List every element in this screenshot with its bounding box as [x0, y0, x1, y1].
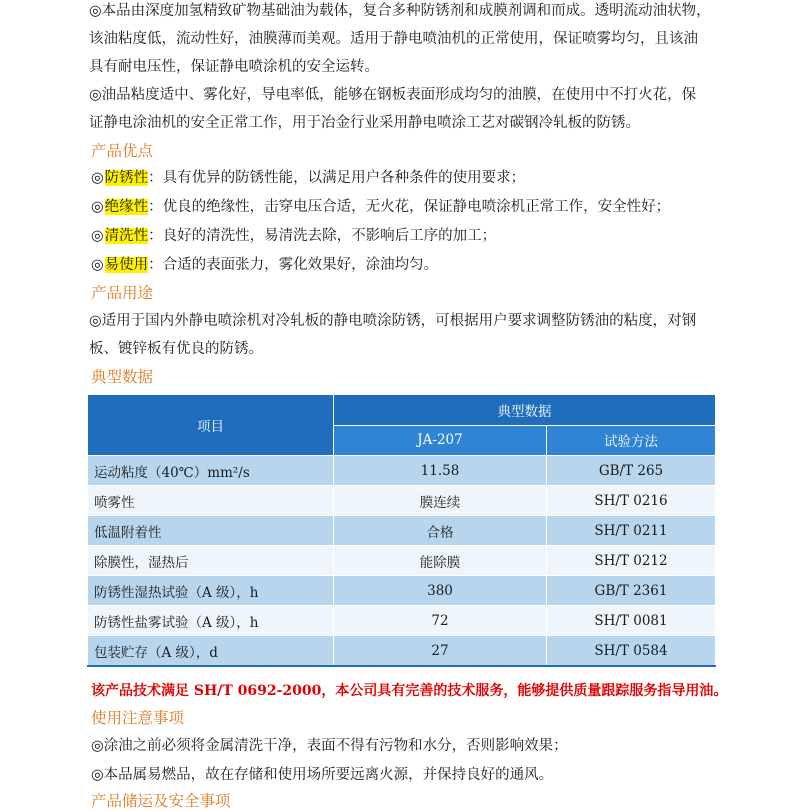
table-row	[88, 576, 716, 606]
header-group: 典型数据	[334, 395, 716, 426]
row-item: 喷雾性	[88, 486, 334, 516]
advantage-item	[91, 166, 525, 190]
bullet-mark: ◎	[91, 257, 104, 273]
advantage-text: ：合适的表面张力，雾化效果好，涂油均匀。	[148, 257, 439, 273]
caution-item: ◎本品属易燃品，故在存储和使用场所要远离火源，并保持良好的通风。	[91, 767, 554, 783]
advantage-term: 绝缘性	[104, 199, 149, 215]
advantage-item	[91, 195, 670, 219]
header-method: 试验方法	[547, 425, 716, 456]
advantage-term: 防锈性	[104, 170, 149, 186]
bullet-mark: ◎	[91, 199, 104, 215]
intro-line: 具有耐电压性，保证静电喷涂机的安全运转。	[89, 59, 379, 75]
advantage-term: 清洗性	[104, 228, 149, 244]
table-row	[88, 636, 716, 667]
row-method: SH/T 0211	[547, 516, 716, 546]
row-value: 11.58	[334, 456, 547, 486]
row-value: 380	[334, 576, 547, 606]
usage-heading: 产品用途	[91, 284, 154, 302]
row-item: 防锈性湿热试验（A 级），h	[88, 576, 334, 606]
table-header-row	[88, 395, 716, 426]
row-method: GB/T 2361	[547, 576, 716, 606]
row-value: 膜连续	[334, 486, 547, 516]
table-row	[88, 456, 716, 486]
table-row	[88, 546, 716, 576]
row-item: 防锈性盐雾试验（A 级），h	[88, 606, 334, 636]
usage-line: 板、镀锌板有优良的防锈。	[89, 341, 263, 357]
typical-data-heading: 典型数据	[91, 368, 154, 386]
intro-line: 该油粘度低，流动性好，油膜薄而美观。适用于静电喷油机的正常使用，保证喷雾均匀，且该油	[89, 31, 698, 47]
bullet-mark: ◎	[91, 170, 104, 186]
compliance-notice: 该产品技术满足 SH/T 0692-2000，本公司具有完善的技术服务，能够提供质量跟踪服务指导用油。	[91, 683, 728, 699]
advantages-heading: 产品优点	[91, 142, 154, 160]
advantage-text: ：良好的清洗性，易清洗去除，不影响后工序的加工；	[148, 228, 497, 244]
row-item: 除膜性，湿热后	[88, 546, 334, 576]
advantage-term: 易使用	[104, 257, 149, 273]
next-section-heading: 产品储运及安全事项	[91, 792, 231, 810]
header-item: 项目	[88, 395, 334, 456]
row-method: SH/T 0584	[547, 636, 716, 667]
row-item: 低温附着性	[88, 516, 334, 546]
row-value: 合格	[334, 516, 547, 546]
row-method: GB/T 265	[547, 456, 716, 486]
intro-paragraph-1	[89, 0, 729, 81]
row-value: 27	[334, 636, 547, 667]
typical-data-table	[87, 394, 716, 667]
usage-paragraph	[89, 307, 729, 363]
row-item: 运动粘度（40℃）mm²/s	[88, 456, 334, 486]
row-value: 能除膜	[334, 546, 547, 576]
row-item: 包装贮存（A 级），d	[88, 636, 334, 667]
row-method: SH/T 0212	[547, 546, 716, 576]
intro-paragraph-2	[89, 81, 729, 137]
advantage-text: ：具有优异的防锈性能，以满足用户各种条件的使用要求；	[148, 170, 526, 186]
advantage-text: ：优良的绝缘性，击穿电压合适，无火花，保证静电喷涂机正常工作，安全性好；	[148, 199, 671, 215]
row-method: SH/T 0216	[547, 486, 716, 516]
intro-line: 证静电涂油机的安全正常工作，用于冶金行业采用静电喷涂工艺对碳钢冷轧板的防锈。	[89, 115, 640, 131]
advantage-item	[91, 253, 438, 277]
table-row	[88, 606, 716, 636]
header-value: JA-207	[334, 425, 547, 456]
intro-line: ◎油品粘度适中、雾化好，导电率低，能够在钢板表面形成均匀的油膜，在使用中不打火花，保	[89, 87, 697, 103]
caution-item: ◎涂油之前必须将金属清洗干净，表面不得有污物和水分，否则影响效果；	[91, 738, 568, 754]
row-method: SH/T 0081	[547, 606, 716, 636]
advantage-item	[91, 224, 496, 248]
cautions-heading: 使用注意事项	[91, 709, 185, 727]
table-row	[88, 486, 716, 516]
usage-line: ◎适用于国内外静电喷涂机对冷轧板的静电喷涂防锈，可根据用户要求调整防锈油的粘度，对钢	[89, 313, 697, 329]
row-value: 72	[334, 606, 547, 636]
intro-line: ◎本品由深度加氢精致矿物基础油为载体，复合多种防锈剂和成膜剂调和而成。透明流动油状物，	[89, 3, 711, 19]
table-row	[88, 516, 716, 546]
bullet-mark: ◎	[91, 228, 104, 244]
